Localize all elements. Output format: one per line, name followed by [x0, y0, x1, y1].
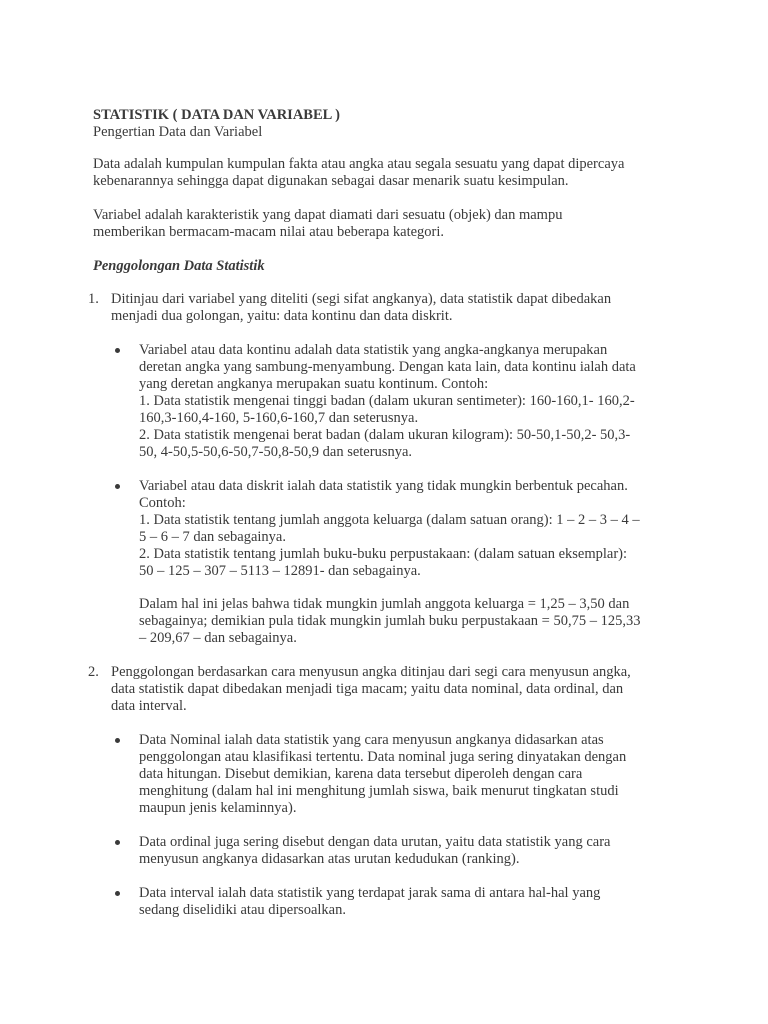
bullet-icon — [115, 891, 120, 896]
bullet-line: penggolongan atau klasifikasi tertentu. Data nominal juga sering dinyatakan dengan — [139, 749, 627, 765]
bullet-line: Data interval ialah data statistik yang terdapat jarak sama di antara hal-hal yang — [139, 885, 601, 901]
bullet-line: data hitungan. Disebut demikian, karena data tersebut diperoleh dengan cara — [139, 766, 583, 782]
bullet-line: 2. Data statistik tentang jumlah buku-buku perpustakaan: (dalam satuan eksemplar): — [139, 546, 628, 562]
bullet-line: deretan angka yang sambung-menyambung. Dengan kata lain, data kontinu ialah data — [139, 359, 636, 375]
list-item-line: data interval. — [111, 698, 187, 714]
bullet-line: 2. Data statistik mengenai berat badan (dalam ukuran kilogram): 50-50,1-50,2- 50,3- — [139, 427, 631, 443]
list-item-line: data statistik dapat dibedakan menjadi tiga macam; yaitu data nominal, data ordinal, dan — [111, 681, 624, 697]
paragraph-line: Data adalah kumpulan kumpulan fakta atau angka atau segala sesuatu yang dapat dipercaya — [93, 156, 625, 172]
list-item-line: Penggolongan berdasarkan cara menyusun angka ditinjau dari segi cara menyusun angka, — [111, 664, 631, 680]
bullet-line: 1. Data statistik mengenai tinggi badan (dalam ukuran sentimeter): 160-160,1- 160,2- — [139, 393, 635, 409]
bullet-line: Data ordinal juga sering disebut dengan data urutan, yaitu data statistik yang cara — [139, 834, 611, 850]
section-heading: Penggolongan Data Statistik — [93, 258, 265, 274]
bullet-note-line: sebagainya; demikian pula tidak mungkin jumlah buku perpustakaan = 50,75 – 125,33 — [139, 613, 641, 629]
bullet-line: 50, 4-50,5-50,6-50,7-50,8-50,9 dan seterusnya. — [139, 444, 413, 460]
bullet-line: menyusun angkanya didasarkan atas urutan kedudukan (ranking). — [139, 851, 520, 867]
list-item-line: menjadi dua golongan, yaitu: data kontinu dan data diskrit. — [111, 308, 453, 324]
bullet-line: menghitung (dalam hal ini menghitung jumlah siswa, baik menurut tingkatan studi — [139, 783, 619, 799]
list-number: 1. — [88, 291, 99, 307]
bullet-line: maupun jenis kelaminnya). — [139, 800, 297, 816]
document-subtitle: Pengertian Data dan Variabel — [93, 124, 263, 140]
bullet-line: sedang diselidiki atau dipersoalkan. — [139, 902, 346, 918]
bullet-icon — [115, 738, 120, 743]
bullet-icon — [115, 840, 120, 845]
list-number: 2. — [88, 664, 99, 680]
bullet-line: Data Nominal ialah data statistik yang cara menyusun angkanya didasarkan atas — [139, 732, 604, 748]
bullet-icon — [115, 348, 120, 353]
paragraph-line: memberikan bermacam-macam nilai atau beberapa kategori. — [93, 224, 445, 240]
list-item-line: Ditinjau dari variabel yang diteliti (segi sifat angkanya), data statistik dapat dibedakan — [111, 291, 612, 307]
bullet-line: yang deretan angkanya merupakan suatu kontinum. Contoh: — [139, 376, 489, 392]
bullet-line: Contoh: — [139, 495, 186, 511]
bullet-line: Variabel atau data diskrit ialah data statistik yang tidak mungkin berbentuk pecahan. — [139, 478, 628, 494]
paragraph-line: Variabel adalah karakteristik yang dapat diamati dari sesuatu (objek) dan mampu — [93, 207, 563, 223]
bullet-note-line: – 209,67 – dan sebagainya. — [139, 630, 297, 646]
bullet-line: 160,3-160,4-160, 5-160,6-160,7 dan seterusnya. — [139, 410, 419, 426]
paragraph-line: kebenarannya sehingga dapat digunakan sebagai dasar menarik suatu kesimpulan. — [93, 173, 569, 189]
bullet-note-line: Dalam hal ini jelas bahwa tidak mungkin jumlah anggota keluarga = 1,25 – 3,50 dan — [139, 596, 630, 612]
bullet-line: 1. Data statistik tentang jumlah anggota keluarga (dalam satuan orang): 1 – 2 – 3 – 4 – — [139, 512, 640, 528]
document-title: STATISTIK ( DATA DAN VARIABEL ) — [93, 107, 340, 123]
bullet-line: Variabel atau data kontinu adalah data statistik yang angka-angkanya merupakan — [139, 342, 608, 358]
bullet-line: 50 – 125 – 307 – 5113 – 12891- dan sebagainya. — [139, 563, 421, 579]
bullet-line: 5 – 6 – 7 dan sebagainya. — [139, 529, 286, 545]
bullet-icon — [115, 484, 120, 489]
